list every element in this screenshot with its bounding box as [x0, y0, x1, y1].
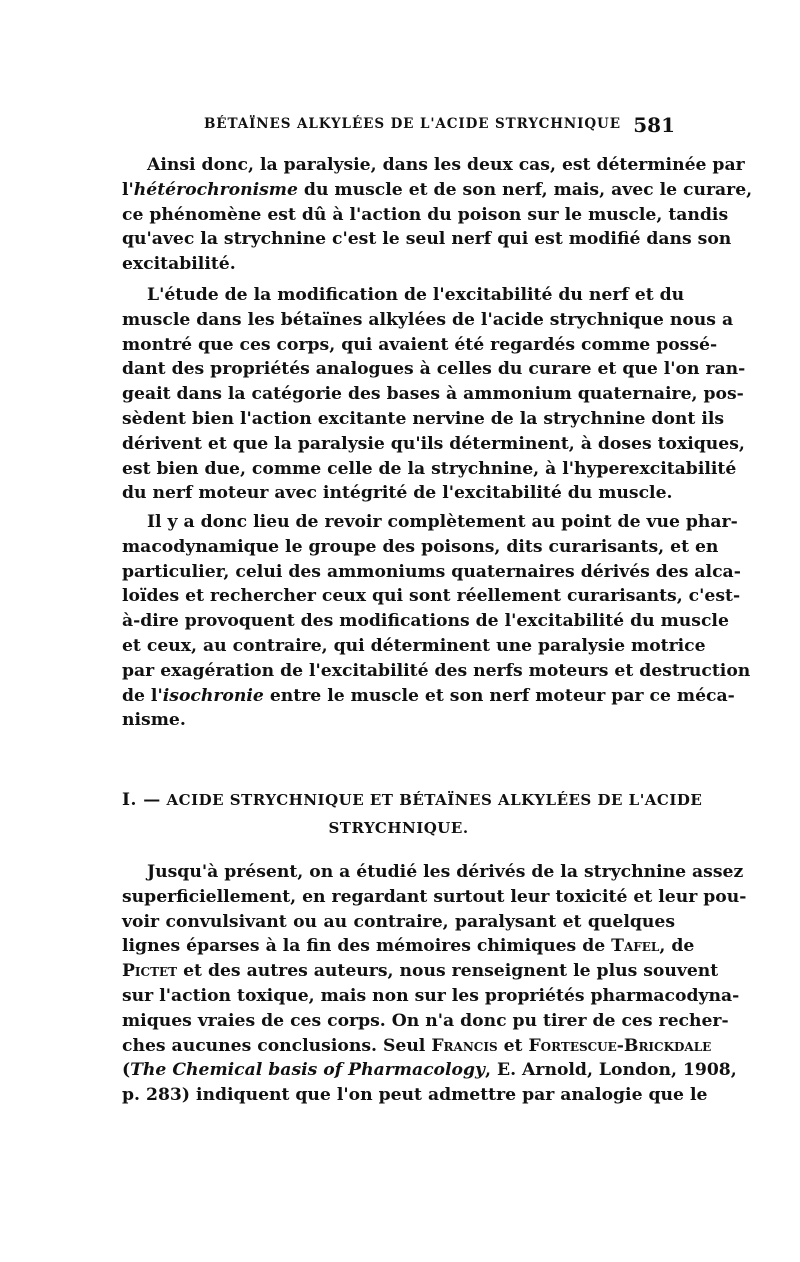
paragraph-1: [122, 153, 753, 277]
italic-term: isochronie: [162, 685, 264, 706]
text-fragment: et des autres auteurs, nous renseignent le plus souvent: [177, 961, 719, 982]
text-line: p. 283) indiquent que l'on peut admettre par analogie que le: [122, 1085, 708, 1106]
text-line: [122, 684, 735, 709]
text-line: Il y a donc lieu de revoir complètement au point de vue phar-: [147, 512, 738, 532]
text-line: L'étude de la modification de l'excitabilité du nerf et du: [147, 285, 685, 305]
text-line: [122, 959, 719, 984]
text-fragment: de l': [122, 685, 163, 706]
text-line: est bien due, comme celle de la strychnine, à l'hyperexcitabilité: [122, 458, 737, 479]
page-header: [122, 113, 675, 139]
text-fragment: lignes éparses à la fin des mémoires chimiques de: [122, 936, 612, 957]
text-line: à-dire provoquent des modifications de l'excitabilité du muscle: [122, 611, 729, 632]
author-name: Tafel: [611, 936, 660, 957]
running-title: BÉTAÏNES ALKYLÉES DE L'ACIDE STRYCHNIQUE: [204, 116, 621, 132]
section-heading-line-1: [122, 786, 703, 814]
text-fragment: ches aucunes conclusions. Seul: [122, 1035, 432, 1056]
text-line: Ainsi donc, la paralysie, dans les deux cas, est déterminée par: [147, 155, 745, 175]
italic-term: hétérochronisme: [133, 179, 298, 200]
text-line: l'hétérochronisme du muscle et de son nerf, mais, avec le curare,: [122, 179, 753, 200]
text-line: dant des propriétés analogues à celles du curare et que l'on ran-: [122, 359, 746, 380]
text-line: ce phénomène est dû à l'action du poison sur le muscle, tandis: [122, 204, 729, 225]
text-line: montré que ces corps, qui avaient été regardés comme possé-: [122, 334, 718, 355]
text-line: nisme.: [122, 710, 186, 731]
page-number: 581: [633, 113, 675, 137]
section-number: I. —: [122, 790, 161, 810]
text-line: [122, 934, 695, 959]
paragraph-2: [122, 283, 746, 506]
text-line: voir convulsivant ou au contraire, paralysant et quelques: [122, 911, 675, 932]
text-line: [122, 1034, 712, 1059]
book-title: The Chemical basis of Pharmacology: [130, 1060, 486, 1081]
text-line: macodynamique le groupe des poisons, dits curarisants, et en: [122, 536, 719, 557]
paragraph-3: [122, 510, 751, 733]
text-line: sur l'action toxique, mais non sur les propriétés pharmacodyna-: [122, 985, 740, 1006]
text-line: dérivent et que la paralysie qu'ils déterminent, à doses toxiques,: [122, 433, 745, 454]
author-name: Francis: [431, 1035, 498, 1056]
text-line: geait dans la catégorie des bases à ammonium quaternaire, pos-: [122, 384, 744, 405]
text-fragment: , de: [659, 936, 695, 957]
text-fragment: (: [122, 1060, 131, 1081]
text-line: qu'avec la strychnine c'est le seul nerf qui est modifié dans son: [122, 229, 732, 250]
text-line: loïdes et rechercher ceux qui sont réellement curarisants, c'est-: [122, 586, 741, 607]
text-line: superficiellement, en regardant surtout leur toxicité et leur pou-: [122, 886, 747, 907]
text-line: par exagération de l'excitabilité des nerfs moteurs et destruction: [122, 660, 751, 681]
paragraph-4: [122, 860, 747, 1108]
text-line: et ceux, au contraire, qui déterminent une paralysie motrice: [122, 635, 706, 656]
section-title-line-2: STRYCHNIQUE.: [328, 819, 469, 837]
section-heading: [122, 786, 703, 842]
text-fragment: entre le muscle et son nerf moteur par ce méca-: [263, 685, 735, 706]
text-line: Jusqu'à présent, on a étudié les dérivés de la strychnine assez: [147, 862, 744, 882]
text-fragment: et: [497, 1035, 529, 1056]
text-line: particulier, celui des ammoniums quaternaires dérivés des alca-: [122, 561, 741, 582]
text-fragment: , E. Arnold, London, 1908,: [485, 1060, 737, 1081]
text-line: miques vraies de ces corps. On n'a donc pu tirer de ces recher-: [122, 1010, 729, 1031]
author-name: Fortescue-Brickdale: [528, 1035, 712, 1056]
text-line: sèdent bien l'action excitante nervine de la strychnine dont ils: [122, 408, 725, 429]
text-line: [122, 1058, 737, 1083]
text-line: du nerf moteur avec intégrité de l'excitabilité du muscle.: [122, 483, 673, 504]
text-line: muscle dans les bétaïnes alkylées de l'acide strychnique nous a: [122, 309, 734, 330]
author-name: Pictet: [122, 961, 178, 982]
text-line: excitabilité.: [122, 254, 236, 275]
section-title-line-1: ACIDE STRYCHNIQUE ET BÉTAÏNES ALKYLÉES DE L'ACIDE: [166, 791, 703, 809]
